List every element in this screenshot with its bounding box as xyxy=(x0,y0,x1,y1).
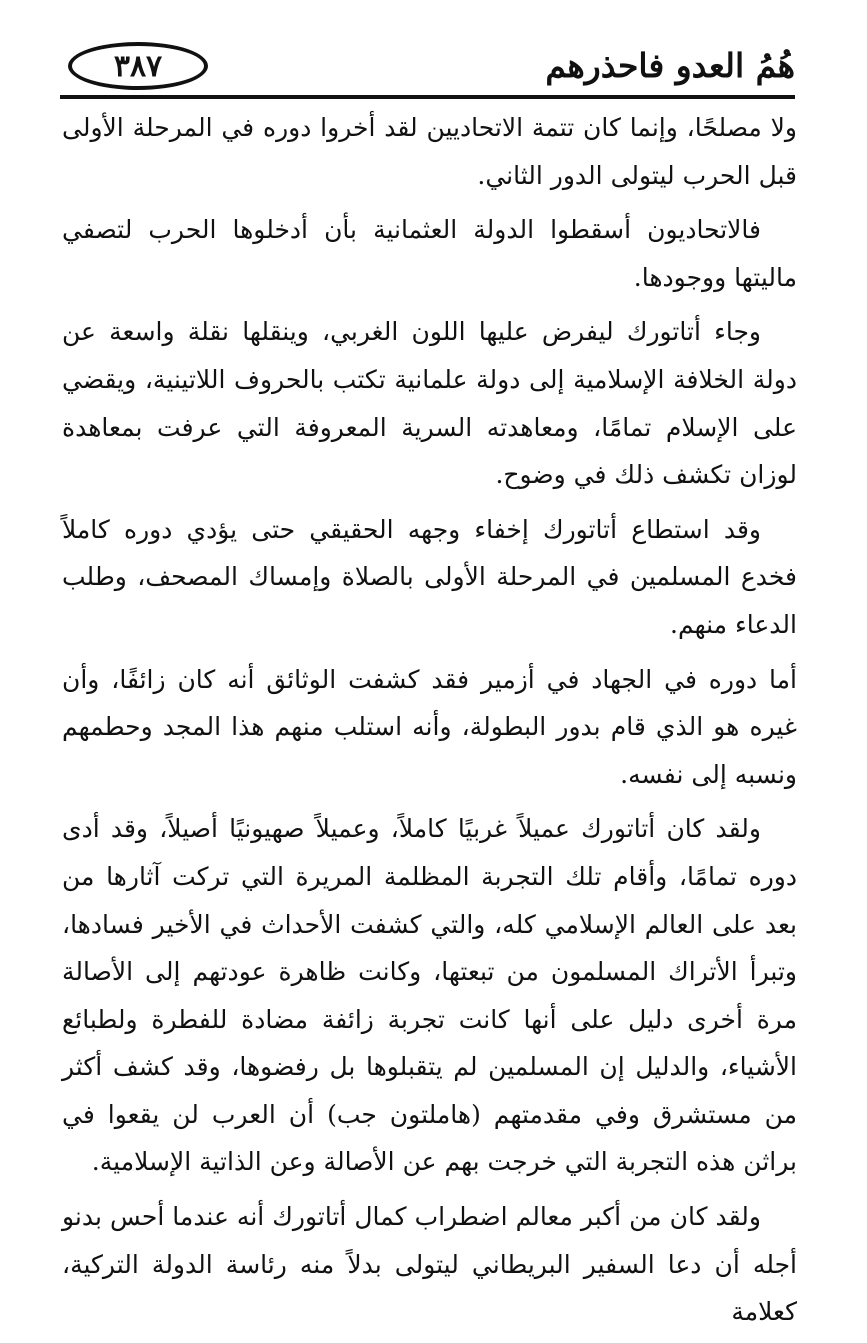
paragraph-2: فالاتحاديون أسقطوا الدولة العثمانية بأن أدخلوها الحرب لتصفي ماليتها ووجودها. xyxy=(62,215,797,292)
running-title: هُمُ العدو فاحذرهم xyxy=(545,46,795,85)
header-divider xyxy=(60,95,795,99)
page-number: ٣٨٧ xyxy=(68,42,208,90)
page-body xyxy=(62,104,797,1343)
paragraph-4: وقد استطاع أتاتورك إخفاء وجهه الحقيقي حتى يؤدي دوره كاملاً فخدع المسلمين في المرحلة الأولى بالصلاة وإمساك المصحف، وطلب الدعاء منهم. xyxy=(62,514,797,639)
page-header xyxy=(60,38,795,96)
paragraph-5: أما دوره في الجهاد في أزمير فقد كشفت الوثائق أنه كان زائفًا، وأن غيره هو الذي قام بدور البطولة، وأنه استلب منهم هذا المجد وحطمهم ونسبه إلى نفسه. xyxy=(62,664,797,789)
paragraph-1: ولا مصلحًا، وإنما كان تتمة الاتحاديين لقد أخروا دوره في المرحلة الأولى قبل الحرب ليتولى الدور الثاني. xyxy=(62,113,797,190)
paragraph-3: وجاء أتاتورك ليفرض عليها اللون الغربي، وينقلها نقلة واسعة عن دولة الخلافة الإسلامية إلى دولة علمانية تكتب بالحروف اللاتينية، ويقضي على الإسلام تمامًا، ومعاهدته السرية المعروفة التي عرفت بمعاهدة لوزان تكشف ذلك في وضوح. xyxy=(62,317,797,490)
paragraph-7: ولقد كان من أكبر معالم اضطراب كمال أتاتورك أنه عندما أحس بدنو أجله أن دعا السفير البريطاني ليتولى بدلاً منه رئاسة الدولة التركية، كعلامة xyxy=(62,1202,797,1327)
paragraph-6: ولقد كان أتاتورك عميلاً غربيًا كاملاً، وعميلاً صهيونيًا أصيلاً، وقد أدى دوره تمامًا، وأقام تلك التجربة المظلمة المريرة التي تركت آثارها من بعد على العالم الإسلامي كله، والتي كشفت الأحداث في الأخير فسادها، وتبرأ الأتراك المسلمون من تبعتها، وكانت ظاهرة عودتهم إلى الأصالة مرة أخرى دليل على أنها كانت تجربة زائفة مضادة للفطرة ولطبائع الأشياء، والدليل إن المسلمين لم يتقبلوها بل رفضوها، وقد كشف أكثر من مستشرق وفي مقدمتهم (هاملتون جب) أن العرب لن يقعوا في براثن هذه التجربة التي خرجت بهم عن الأصالة وعن الذاتية الإسلامية. xyxy=(62,814,797,1177)
